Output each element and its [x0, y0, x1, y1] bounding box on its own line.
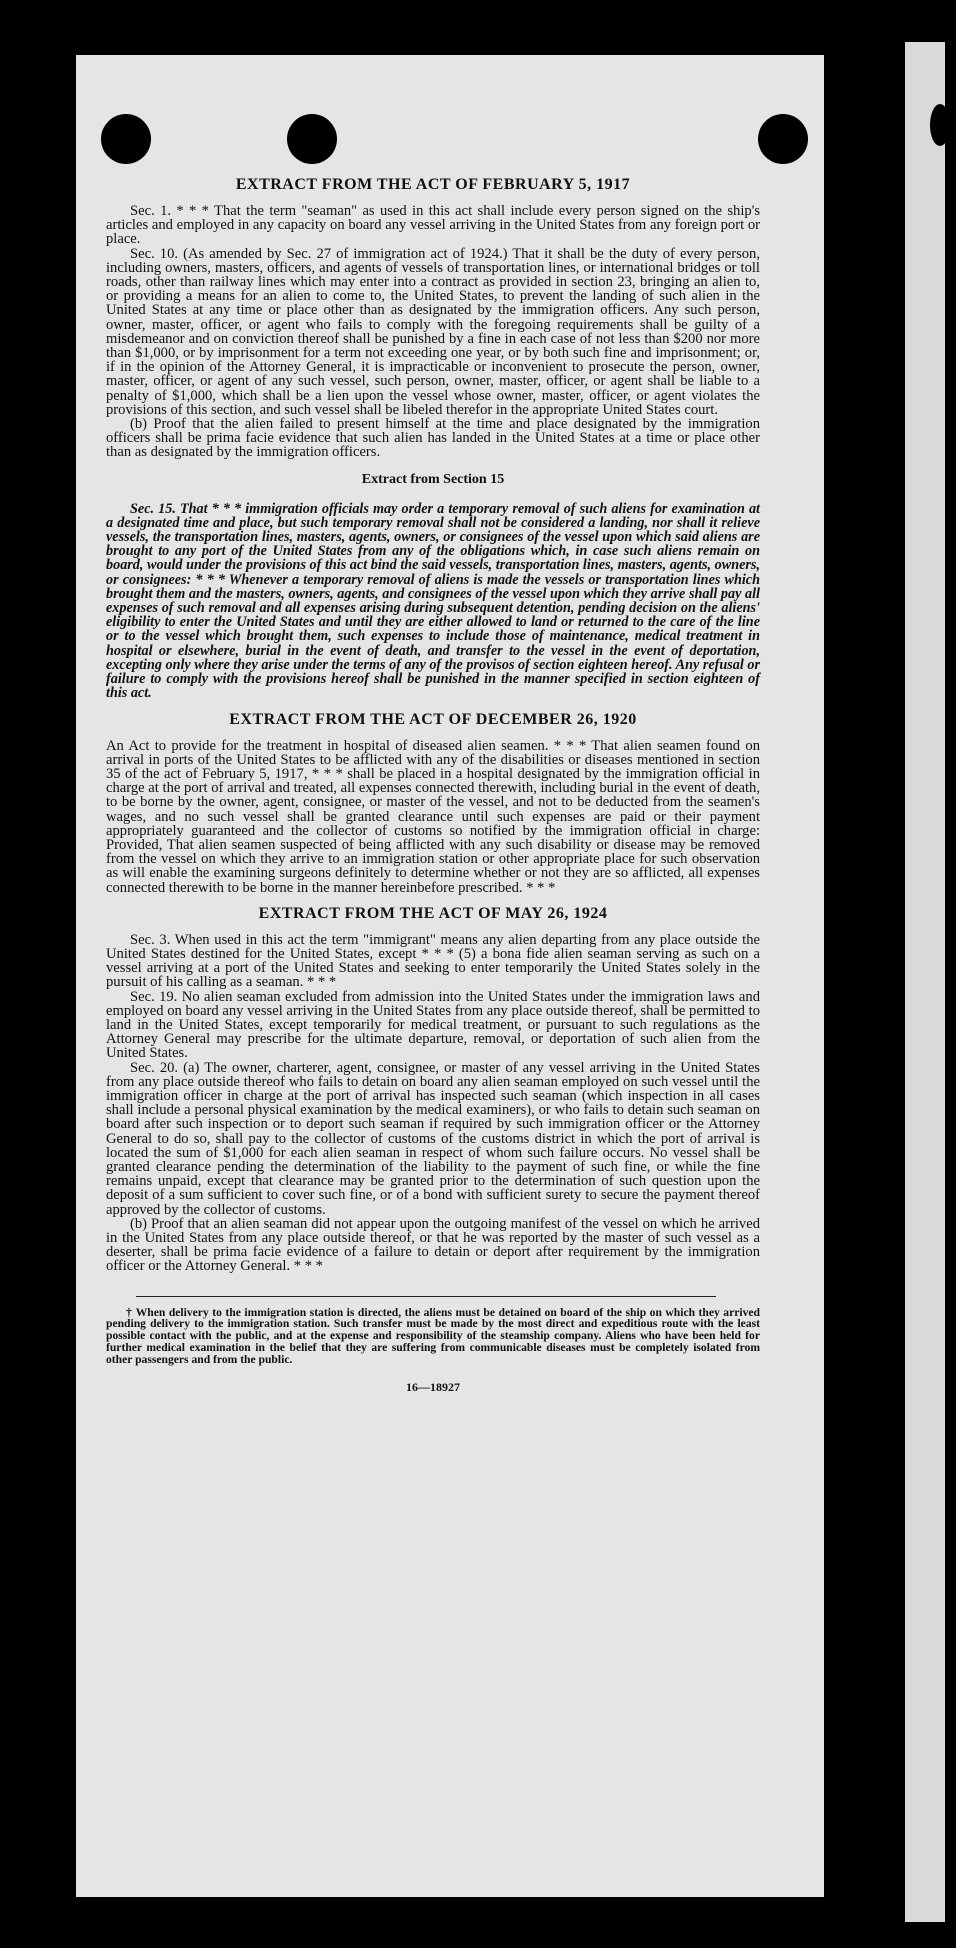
punch-hole-right — [758, 114, 808, 164]
punch-hole-center — [287, 114, 337, 164]
sec-19-paragraph: Sec. 19. No alien seaman excluded from admission into the United States under the immigration laws and employed on board any vessel arriving in the United States from any place outside thereof, shall be permitted to land in the United States, except temporarily for medical treatment, or pursuant to such regulations as the Attorney General may prescribe for the ultimate departure, removal, or deportation of such alien from the United States. — [106, 988, 760, 1062]
footnote-text: † When delivery to the immigration station is directed, the aliens must be detained on board of the ship on which they arrived pending delivery to the immigration station. Such transfer must be made by the most direct and expeditious route with the least possible contact with the public, and at the expense and responsibility of the steamship company. Aliens who have been held for further medical examination in the belief that they are suffering from communicable diseases must be completely isolated from other passengers and from the public. — [106, 1305, 760, 1366]
punch-hole-left — [101, 114, 151, 164]
sec-20-a-paragraph: Sec. 20. (a) The owner, charterer, agent, consignee, or master of any vessel arriving in the United States from any place outside thereof who fails to detain on board any alien seaman employed on such vessel until the immigration officer in charge at the port of arrival has inspected such seaman (which inspection in all cases shall include a personal physical examination by the medical examiners), or who fails to detain such seaman on board after such inspection or to deport such seaman if required by such immigration officer or the Attorney General to do so, shall pay to the collector of customs of the customs district in which the port of arrival is located the sum of $1,000 for each alien seaman in respect of whom such failure occurs. No vessel shall be granted clearance pending the determination of the liability to the payment of such fine, or while the fine remains unpaid, except that clearance may be granted prior to the determination of such question upon the deposit of a sum sufficient to cover such fine, or of a bond with sufficient surety to secure the payment thereof approved by the collector of customs. — [106, 1059, 760, 1218]
sec-20-b-paragraph: (b) Proof that an alien seaman did not appear upon the outgoing manifest of the vessel on which he arrived in the United States from any place outside thereof, or that he was reported by the master of such vessel as a deserter, shall be prima facie evidence of a failure to detain or deport after requirement by the immigration officer or the Attorney General. * * * — [106, 1215, 760, 1275]
act-1917-section — [106, 176, 760, 460]
act-1924-section — [106, 905, 760, 1274]
section-15-heading: Extract from Section 15 — [361, 471, 505, 487]
document-body — [106, 176, 760, 1395]
footnote — [106, 1307, 760, 1366]
act-1920-section — [106, 711, 760, 895]
act-1920-paragraph: An Act to provide for the treatment in hospital of diseased alien seamen. * * * That alien seamen found on arrival in ports of the United States to be afflicted with any of the disabilities or diseases mentioned in section 35 of the act of February 5, 1917, * * * shall be placed in a hospital designated by the immigration official in charge at the port of arrival and treated, all expenses connected therewith, including burial in the event of death, to be borne by the owner, agent, consignee, or master of the vessel, and not to be deducted from the seamen's wages, and no such vessel shall be granted clearance until such expenses are paid or their payment appropriately guaranteed and the collector of customs so notified by the immigration official in charge: Provided, That alien seamen suspected of being afflicted with any such disability or disease may be removed from the vessel on which they arrive to an immigration station or other appropriate place for such observation as will enable the examining surgeons definitely to determine whether or not they are so afflicted, all expenses connected therewith to be borne in the manner hereinbefore prescribed. * * * — [106, 737, 760, 896]
section-15-extract — [106, 472, 760, 701]
act-1920-heading: EXTRACT FROM THE ACT OF DECEMBER 26, 1920 — [229, 710, 637, 728]
sec-1-paragraph: Sec. 1. * * * That the term "seaman" as used in this act shall include every person signed on the ship's articles and employed in any capacity on board any vessel arriving in the United States from any foreign port or place. — [106, 203, 760, 248]
adjacent-page-hole — [930, 104, 950, 146]
sec-10-paragraph: Sec. 10. (As amended by Sec. 27 of immigration act of 1924.) That it shall be the duty of every person, including owners, masters, officers, and agents of vessels of transportation lines, or international bridges or toll roads, other than railway lines which may enter into a contract as provided in section 23, bringing an alien to, or providing a means for an alien to come to, the United States, to prevent the landing of such alien in the United States at any time or place other than as designated by the immigration officers. Any such person, owner, master, officer, or agent who fails to comply with the foregoing requirements shall be guilty of a misdemeanor and on conviction thereof shall be punished by a fine in each case of not less than $200 nor more than $1,000, or by imprisonment for a term not exceeding one year, or by both such fine and imprisonment; or, if in the opinion of the Attorney General, it is impracticable or inconvenient to prosecute the person, owner, master, officer, or agent of any such vessel, such person, owner, master, officer, or agent shall be liable to a penalty of $1,000, which shall be a lien upon the vessel whose owner, master, officer, or agent violates the provisions of this section, and such vessel shall be libeled therefor in the appropriate United States court. — [106, 245, 760, 418]
act-1924-heading: EXTRACT FROM THE ACT OF MAY 26, 1924 — [258, 904, 608, 922]
act-1917-heading: EXTRACT FROM THE ACT OF FEBRUARY 5, 1917 — [235, 176, 631, 193]
sec-3-paragraph: Sec. 3. When used in this act the term "immigrant" means any alien departing from any place outside the United States destined for the United States, except * * * (5) a bona fide alien seaman serving as such on a vessel arriving at a port of the United States and seeking to enter temporarily the United States solely in the pursuit of his calling as a seaman. * * * — [106, 931, 760, 991]
document-number: 16—18927 — [406, 1379, 460, 1394]
sec-15-paragraph: Sec. 15. That * * * immigration officials may order a temporary removal of such aliens for examination at a designated time and place, but such temporary removal shall not be considered a landing, nor shall it relieve vessels, the transportation lines, masters, agents, owners, or consignees of the vessel upon which said aliens are brought to any port of the United States from any of the obligations which, in case such aliens remain on board, would under the provisions of this act bind the said vessels, transportation lines, masters, agents, owners, or consignees: * * * Whenever a temporary removal of aliens is made the vessels or transportation lines which brought them and the masters, owners, agents, and consignees of the vessel upon which they arrive shall pay all expenses of such removal and all expenses arising during subsequent detention, pending decision on the aliens' eligibility to enter the United States and until they are either allowed to land or returned to the care of the line or to the vessel which brought them, such expenses to include those of maintenance, medical treatment in hospital or elsewhere, burial in the event of death, and transfer to the vessel in the event of deportation, excepting only where they arise under the terms of any of the provisos of section eighteen hereof. Any refusal or failure to comply with the provisions hereof shall be punished in the manner specified in section eighteen of this act. — [106, 500, 760, 702]
footnote-divider — [136, 1296, 716, 1297]
adjacent-page-edge — [905, 42, 945, 1922]
sec-10-b-paragraph: (b) Proof that the alien failed to present himself at the time and place designated by the immigration officers shall be prima facie evidence that such alien has landed in the United States at a time or place other than as designated by the immigration officers. — [106, 416, 760, 461]
